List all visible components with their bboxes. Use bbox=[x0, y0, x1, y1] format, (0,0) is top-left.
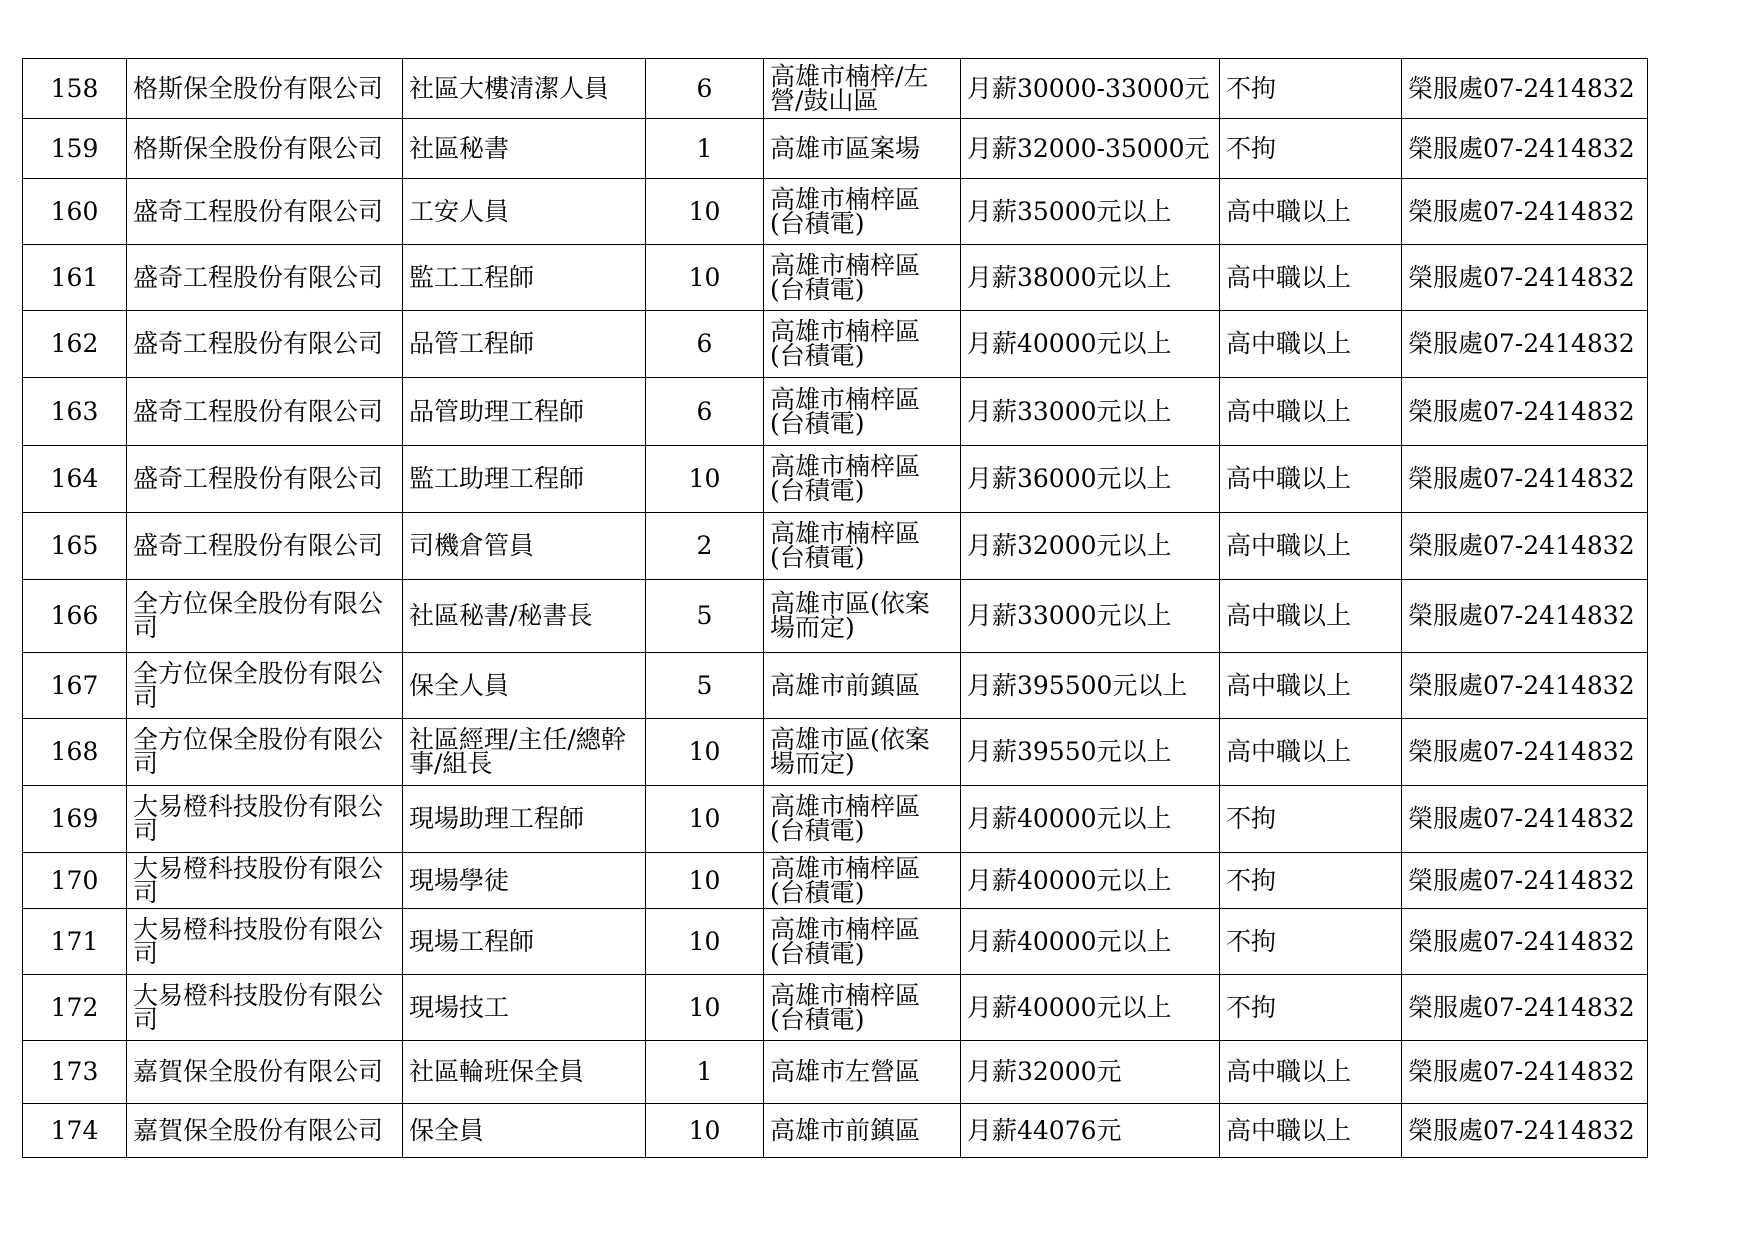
company-name: 全方位保全股份有限公司 bbox=[127, 653, 403, 719]
job-title: 社區經理/主任/總幹事/組長 bbox=[403, 719, 646, 786]
company-name: 格斯保全股份有限公司 bbox=[127, 59, 403, 119]
table-row bbox=[23, 378, 1648, 446]
education-requirement: 不拘 bbox=[1220, 975, 1402, 1041]
salary: 月薪40000元以上 bbox=[961, 975, 1220, 1041]
salary: 月薪36000元以上 bbox=[961, 446, 1220, 513]
job-listing-sheet bbox=[22, 58, 1647, 1158]
row-number: 172 bbox=[23, 975, 127, 1041]
work-location: 高雄市楠梓區(台積電) bbox=[764, 975, 961, 1041]
education-requirement: 不拘 bbox=[1220, 59, 1402, 119]
job-title: 社區秘書/秘書長 bbox=[403, 580, 646, 653]
table-row bbox=[23, 1041, 1648, 1104]
salary: 月薪33000元以上 bbox=[961, 378, 1220, 446]
education-requirement: 高中職以上 bbox=[1220, 580, 1402, 653]
headcount: 10 bbox=[646, 975, 764, 1041]
job-title: 保全人員 bbox=[403, 653, 646, 719]
education-requirement: 高中職以上 bbox=[1220, 513, 1402, 580]
salary: 月薪40000元以上 bbox=[961, 909, 1220, 975]
job-title: 監工助理工程師 bbox=[403, 446, 646, 513]
work-location: 高雄市區案場 bbox=[764, 119, 961, 179]
salary: 月薪40000元以上 bbox=[961, 311, 1220, 378]
table-row bbox=[23, 446, 1648, 513]
work-location: 高雄市前鎮區 bbox=[764, 1104, 961, 1158]
headcount: 10 bbox=[646, 853, 764, 909]
job-title: 社區秘書 bbox=[403, 119, 646, 179]
contact: 榮服處07-2414832 bbox=[1402, 119, 1648, 179]
headcount: 10 bbox=[646, 786, 764, 853]
table-row bbox=[23, 513, 1648, 580]
job-title: 品管助理工程師 bbox=[403, 378, 646, 446]
job-title: 監工工程師 bbox=[403, 245, 646, 311]
company-name: 盛奇工程股份有限公司 bbox=[127, 311, 403, 378]
table-row bbox=[23, 909, 1648, 975]
contact: 榮服處07-2414832 bbox=[1402, 853, 1648, 909]
table-row bbox=[23, 853, 1648, 909]
company-name: 全方位保全股份有限公司 bbox=[127, 580, 403, 653]
contact: 榮服處07-2414832 bbox=[1402, 786, 1648, 853]
company-name: 盛奇工程股份有限公司 bbox=[127, 245, 403, 311]
table-row bbox=[23, 975, 1648, 1041]
row-number: 165 bbox=[23, 513, 127, 580]
table-row bbox=[23, 1104, 1648, 1158]
headcount: 10 bbox=[646, 245, 764, 311]
contact: 榮服處07-2414832 bbox=[1402, 653, 1648, 719]
row-number: 164 bbox=[23, 446, 127, 513]
headcount: 6 bbox=[646, 378, 764, 446]
salary: 月薪40000元以上 bbox=[961, 853, 1220, 909]
company-name: 格斯保全股份有限公司 bbox=[127, 119, 403, 179]
job-title: 現場助理工程師 bbox=[403, 786, 646, 853]
job-title: 社區輪班保全員 bbox=[403, 1041, 646, 1104]
job-title: 司機倉管員 bbox=[403, 513, 646, 580]
row-number: 159 bbox=[23, 119, 127, 179]
contact: 榮服處07-2414832 bbox=[1402, 1041, 1648, 1104]
job-title: 品管工程師 bbox=[403, 311, 646, 378]
contact: 榮服處07-2414832 bbox=[1402, 975, 1648, 1041]
contact: 榮服處07-2414832 bbox=[1402, 719, 1648, 786]
work-location: 高雄市區(依案場而定) bbox=[764, 719, 961, 786]
salary: 月薪32000-35000元 bbox=[961, 119, 1220, 179]
headcount: 6 bbox=[646, 59, 764, 119]
row-number: 167 bbox=[23, 653, 127, 719]
headcount: 10 bbox=[646, 909, 764, 975]
job-title: 保全員 bbox=[403, 1104, 646, 1158]
work-location: 高雄市楠梓區(台積電) bbox=[764, 311, 961, 378]
company-name: 大易橙科技股份有限公司 bbox=[127, 853, 403, 909]
headcount: 10 bbox=[646, 1104, 764, 1158]
education-requirement: 不拘 bbox=[1220, 909, 1402, 975]
salary: 月薪39550元以上 bbox=[961, 719, 1220, 786]
work-location: 高雄市楠梓區(台積電) bbox=[764, 853, 961, 909]
salary: 月薪30000-33000元 bbox=[961, 59, 1220, 119]
row-number: 170 bbox=[23, 853, 127, 909]
company-name: 盛奇工程股份有限公司 bbox=[127, 378, 403, 446]
row-number: 173 bbox=[23, 1041, 127, 1104]
row-number: 162 bbox=[23, 311, 127, 378]
contact: 榮服處07-2414832 bbox=[1402, 311, 1648, 378]
company-name: 大易橙科技股份有限公司 bbox=[127, 909, 403, 975]
salary: 月薪32000元以上 bbox=[961, 513, 1220, 580]
company-name: 大易橙科技股份有限公司 bbox=[127, 975, 403, 1041]
company-name: 盛奇工程股份有限公司 bbox=[127, 446, 403, 513]
education-requirement: 不拘 bbox=[1220, 119, 1402, 179]
work-location: 高雄市區(依案場而定) bbox=[764, 580, 961, 653]
education-requirement: 高中職以上 bbox=[1220, 719, 1402, 786]
work-location: 高雄市楠梓區(台積電) bbox=[764, 378, 961, 446]
table-row bbox=[23, 719, 1648, 786]
job-title: 工安人員 bbox=[403, 179, 646, 245]
education-requirement: 高中職以上 bbox=[1220, 653, 1402, 719]
headcount: 10 bbox=[646, 179, 764, 245]
salary: 月薪33000元以上 bbox=[961, 580, 1220, 653]
row-number: 166 bbox=[23, 580, 127, 653]
headcount: 5 bbox=[646, 580, 764, 653]
contact: 榮服處07-2414832 bbox=[1402, 378, 1648, 446]
education-requirement: 高中職以上 bbox=[1220, 245, 1402, 311]
contact: 榮服處07-2414832 bbox=[1402, 179, 1648, 245]
work-location: 高雄市楠梓區(台積電) bbox=[764, 446, 961, 513]
education-requirement: 高中職以上 bbox=[1220, 179, 1402, 245]
salary: 月薪44076元 bbox=[961, 1104, 1220, 1158]
row-number: 163 bbox=[23, 378, 127, 446]
row-number: 161 bbox=[23, 245, 127, 311]
headcount: 2 bbox=[646, 513, 764, 580]
work-location: 高雄市楠梓/左營/鼓山區 bbox=[764, 59, 961, 119]
salary: 月薪32000元 bbox=[961, 1041, 1220, 1104]
table-row bbox=[23, 786, 1648, 853]
education-requirement: 高中職以上 bbox=[1220, 446, 1402, 513]
table-row bbox=[23, 59, 1648, 119]
job-title: 社區大樓清潔人員 bbox=[403, 59, 646, 119]
contact: 榮服處07-2414832 bbox=[1402, 245, 1648, 311]
salary: 月薪38000元以上 bbox=[961, 245, 1220, 311]
company-name: 大易橙科技股份有限公司 bbox=[127, 786, 403, 853]
work-location: 高雄市左營區 bbox=[764, 1041, 961, 1104]
education-requirement: 高中職以上 bbox=[1220, 311, 1402, 378]
table-row bbox=[23, 580, 1648, 653]
job-title: 現場工程師 bbox=[403, 909, 646, 975]
salary: 月薪395500元以上 bbox=[961, 653, 1220, 719]
education-requirement: 高中職以上 bbox=[1220, 1041, 1402, 1104]
salary: 月薪40000元以上 bbox=[961, 786, 1220, 853]
work-location: 高雄市楠梓區(台積電) bbox=[764, 245, 961, 311]
row-number: 160 bbox=[23, 179, 127, 245]
contact: 榮服處07-2414832 bbox=[1402, 513, 1648, 580]
salary: 月薪35000元以上 bbox=[961, 179, 1220, 245]
contact: 榮服處07-2414832 bbox=[1402, 59, 1648, 119]
company-name: 盛奇工程股份有限公司 bbox=[127, 513, 403, 580]
company-name: 嘉賀保全股份有限公司 bbox=[127, 1104, 403, 1158]
table-row bbox=[23, 653, 1648, 719]
company-name: 嘉賀保全股份有限公司 bbox=[127, 1041, 403, 1104]
table-row bbox=[23, 311, 1648, 378]
company-name: 盛奇工程股份有限公司 bbox=[127, 179, 403, 245]
table-row bbox=[23, 119, 1648, 179]
work-location: 高雄市楠梓區(台積電) bbox=[764, 513, 961, 580]
contact: 榮服處07-2414832 bbox=[1402, 1104, 1648, 1158]
education-requirement: 不拘 bbox=[1220, 786, 1402, 853]
work-location: 高雄市楠梓區(台積電) bbox=[764, 909, 961, 975]
contact: 榮服處07-2414832 bbox=[1402, 446, 1648, 513]
row-number: 168 bbox=[23, 719, 127, 786]
headcount: 10 bbox=[646, 446, 764, 513]
job-listing-table bbox=[22, 58, 1648, 1158]
headcount: 1 bbox=[646, 1041, 764, 1104]
job-title: 現場技工 bbox=[403, 975, 646, 1041]
contact: 榮服處07-2414832 bbox=[1402, 909, 1648, 975]
education-requirement: 不拘 bbox=[1220, 853, 1402, 909]
row-number: 174 bbox=[23, 1104, 127, 1158]
company-name: 全方位保全股份有限公司 bbox=[127, 719, 403, 786]
table-row bbox=[23, 245, 1648, 311]
row-number: 171 bbox=[23, 909, 127, 975]
table-row bbox=[23, 179, 1648, 245]
work-location: 高雄市楠梓區(台積電) bbox=[764, 179, 961, 245]
work-location: 高雄市楠梓區(台積電) bbox=[764, 786, 961, 853]
contact: 榮服處07-2414832 bbox=[1402, 580, 1648, 653]
headcount: 6 bbox=[646, 311, 764, 378]
headcount: 1 bbox=[646, 119, 764, 179]
education-requirement: 高中職以上 bbox=[1220, 1104, 1402, 1158]
headcount: 10 bbox=[646, 719, 764, 786]
headcount: 5 bbox=[646, 653, 764, 719]
education-requirement: 高中職以上 bbox=[1220, 378, 1402, 446]
row-number: 169 bbox=[23, 786, 127, 853]
row-number: 158 bbox=[23, 59, 127, 119]
work-location: 高雄市前鎮區 bbox=[764, 653, 961, 719]
job-title: 現場學徒 bbox=[403, 853, 646, 909]
